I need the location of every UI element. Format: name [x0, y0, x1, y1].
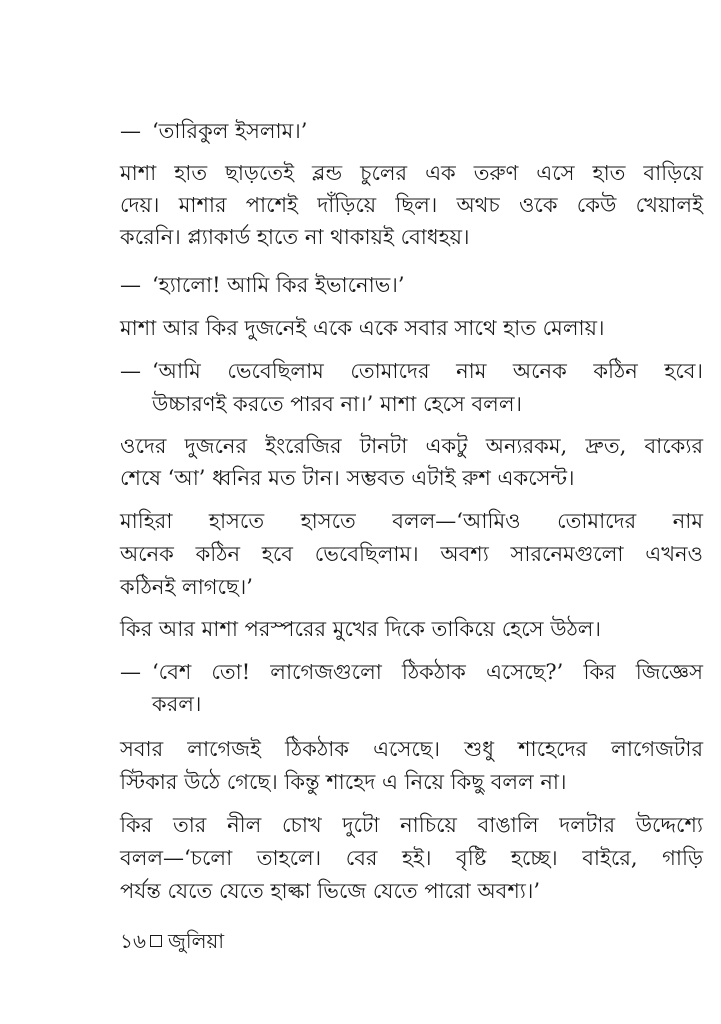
square-separator-icon: [150, 935, 162, 947]
paragraph-line: কঠিনই লাগছে।’: [120, 575, 253, 599]
dialogue-line: ‘আমি ভেবেছিলাম তোমাদের নাম অনেক কঠিন হবে।: [152, 359, 703, 383]
paragraph-line: কির আর মাশা পরস্পরের মুখের দিকে তাকিয়ে হেসে উঠল।: [120, 617, 601, 641]
paragraph-line: দেয়। মাশার পাশেই দাঁড়িয়ে ছিল। অথচ ওকে কেউ খেয়ালই: [120, 193, 703, 217]
dialogue-dash: —: [120, 273, 141, 297]
dialogue-line: ‘বেশ তো! লাগেজগুলো ঠিকঠাক এসেছে?’ কির জিজ্ঞেস: [152, 660, 703, 684]
paragraph-line: পর্যন্ত যেতে যেতে হাল্কা ভিজে যেতে পারো অবশ্য।’: [120, 879, 541, 903]
book-title: জুলিয়া: [167, 929, 225, 953]
paragraph-line: মাহিরা হাসতে হাসতে বলল—‘আমিও তোমাদের নাম: [120, 509, 703, 533]
paragraph-line: স্টিকার উঠে গেছে। কিন্তু শাহেদ এ নিয়ে কিছু বলল না।: [120, 770, 567, 794]
dialogue-dash: —: [120, 119, 141, 143]
paragraph-line: মাশা হাত ছাড়তেই ব্লন্ড চুলের এক তরুণ এসে হাত বাড়িয়ে: [120, 161, 703, 185]
paragraph-line: মাশা আর কির দুজনেই একে একে সবার সাথে হাত মেলায়।: [120, 316, 605, 340]
paragraph-line: করেনি। প্ল্যাকার্ড হাতে না থাকায়ই বোধহয়।: [120, 225, 470, 249]
dialogue-line: ‘হ্যালো! আমি কির ইভানোভ।’: [152, 273, 405, 297]
paragraph-line: কির তার নীল চোখ দুটো নাচিয়ে বাঙালি দলটার উদ্দেশ্যে: [120, 813, 703, 837]
paragraph-line: ওদের দুজনের ইংরেজির টানটা একটু অন্যরকম, দ্রুত, বাক্যের: [120, 434, 703, 458]
paragraph-line: বলল—‘চলো তাহলে। বের হই। বৃষ্টি হচ্ছে। বাইরে, গাড়ি: [120, 846, 703, 870]
paragraph-line: সবার লাগেজই ঠিকঠাক এসেছে। শুধু শাহেদের লাগেজটার: [120, 737, 703, 761]
page-number: ১৬: [120, 929, 146, 953]
page-footer: [120, 927, 224, 955]
paragraph-line: শেষে ‘আ’ ধ্বনির মত টান। সম্ভবত এটাই রুশ একসেন্ট।: [120, 466, 575, 490]
dialogue-line: ‘তারিকুল ইসলাম।’: [152, 119, 308, 143]
dialogue-line: উচ্চারণই করতে পারব না।’ মাশা হেসে বলল।: [152, 392, 522, 416]
dialogue-dash: —: [120, 359, 141, 383]
dialogue-line: করল।: [152, 692, 202, 716]
dialogue-dash: —: [120, 660, 141, 684]
paragraph-line: অনেক কঠিন হবে ভেবেছিলাম। অবশ্য সারনেমগুলো এখনও: [120, 542, 703, 566]
